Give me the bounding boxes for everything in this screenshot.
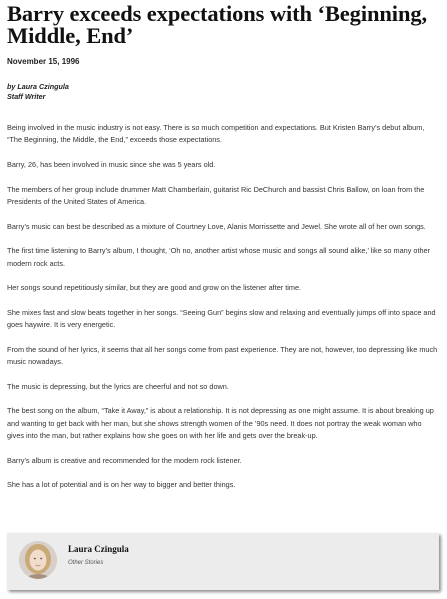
paragraph: Being involved in the music industry is not easy. There is so much competition and expectations. But Kristen Barry’s debut album, “The Beginning, the Middle, the End,” exceeds those expectations.	[7, 123, 425, 145]
paragraph: From the sound of her lyrics, it seems that all her songs come from past experience. They are not, however, too depressing like much music nowadays.	[7, 344, 438, 367]
byline-role: Staff Writer	[7, 92, 46, 101]
paragraph: Barry’s music can best be described as a mixture of Courtney Love, Alanis Morrissette and Jewel. She wrote all of her own songs.	[7, 221, 426, 231]
byline-author[interactable]: by Laura Czingula	[7, 82, 69, 91]
paragraph: She mixes fast and slow beats together in her songs. “Seeing Gun” begins slow and relaxing and eventually jumps off into space and goes haywire. It is very energetic.	[7, 307, 436, 330]
paragraph: Barry’s album is creative and recommended for the modern rock listener.	[7, 455, 242, 465]
article-headline: Barry exceeds expectations with ‘Beginning, Middle, End’	[7, 1, 428, 48]
author-name[interactable]: Laura Czingula	[68, 544, 129, 554]
author-box	[7, 533, 439, 590]
paragraph: The music is depressing, but the lyrics are cheerful and not so down.	[7, 381, 229, 391]
other-stories-link[interactable]: Other Stories	[68, 560, 104, 566]
article-body	[7, 122, 440, 492]
byline	[7, 82, 440, 102]
paragraph: She has a lot of potential and is on her way to bigger and better things.	[7, 480, 236, 490]
author-avatar[interactable]	[19, 541, 57, 579]
article-date: November 15, 1996	[7, 57, 80, 66]
paragraph: Her songs sound repetitiously similar, but they are good and grow on the listener after time.	[7, 283, 302, 293]
paragraph: The members of her group include drummer Matt Chamberlain, guitarist Ric DeChurch and bassist Chris Ballow, on loan from the Presidents of the United States of America.	[7, 184, 425, 206]
article	[7, 0, 440, 504]
paragraph: The best song on the album, “Take it Away,” is about a relationship. It is not depressing as one might assume. It is about breaking up and wanting to get back with her man, but she shows strength women of the ’90s need. It does not portray the weak woman who gives into the man, but rather explains how she goes on with her life and gets over the break-up.	[7, 406, 434, 441]
paragraph: The first time listening to Barry’s album, I thought, ‘Oh no, another artist whose music and songs all sound alike,’ like so many other modern rock acts.	[7, 246, 431, 268]
author-photo-icon	[19, 541, 57, 579]
paragraph: Barry, 26, has been involved in music since she was 5 years old.	[7, 160, 216, 169]
